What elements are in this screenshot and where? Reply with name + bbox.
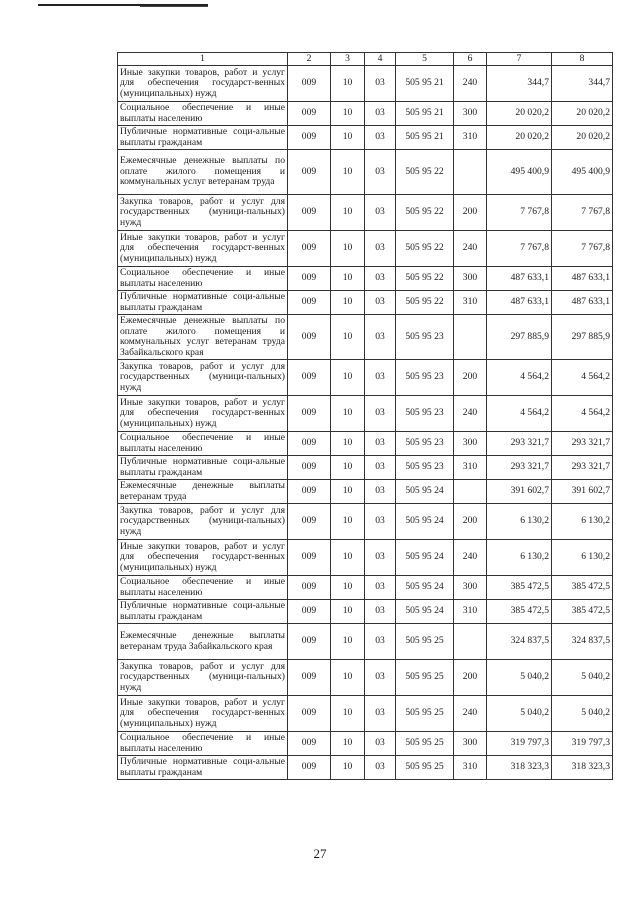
article-code: 505 95 25 bbox=[396, 624, 454, 660]
row-name: Закупка товаров, работ и услуг для государственных (муници-пальных) нужд bbox=[118, 195, 288, 231]
amount-col7: 297 885,9 bbox=[487, 315, 552, 360]
ministry-code: 009 bbox=[288, 432, 331, 456]
ministry-code: 009 bbox=[288, 624, 331, 660]
subsection-code: 03 bbox=[365, 576, 396, 600]
amount-col7: 487 633,1 bbox=[487, 267, 552, 291]
ministry-code: 009 bbox=[288, 291, 331, 315]
table-row bbox=[118, 696, 613, 732]
expense-type-code: 300 bbox=[454, 102, 487, 126]
amount-col8: 318 323,3 bbox=[552, 756, 613, 780]
section-code: 10 bbox=[331, 456, 365, 480]
row-name: Закупка товаров, работ и услуг для государственных (муници-пальных) нужд bbox=[118, 504, 288, 540]
table-row bbox=[118, 315, 613, 360]
amount-col8: 4 564,2 bbox=[552, 360, 613, 396]
expense-type-code: 300 bbox=[454, 432, 487, 456]
table-row bbox=[118, 624, 613, 660]
row-name: Публичные нормативные соци-альные выплаты гражданам bbox=[118, 456, 288, 480]
amount-col8: 293 321,7 bbox=[552, 432, 613, 456]
expense-type-code: 200 bbox=[454, 504, 487, 540]
column-header: 6 bbox=[454, 53, 487, 66]
column-number-row bbox=[118, 53, 613, 66]
table-row bbox=[118, 126, 613, 150]
subsection-code: 03 bbox=[365, 267, 396, 291]
table-row bbox=[118, 660, 613, 696]
section-code: 10 bbox=[331, 150, 365, 195]
ministry-code: 009 bbox=[288, 504, 331, 540]
amount-col7: 6 130,2 bbox=[487, 504, 552, 540]
subsection-code: 03 bbox=[365, 732, 396, 756]
expense-type-code: 200 bbox=[454, 360, 487, 396]
subsection-code: 03 bbox=[365, 66, 396, 102]
table-row bbox=[118, 195, 613, 231]
amount-col7: 391 602,7 bbox=[487, 480, 552, 504]
amount-col7: 20 020,2 bbox=[487, 126, 552, 150]
section-code: 10 bbox=[331, 315, 365, 360]
column-header: 5 bbox=[396, 53, 454, 66]
row-name: Публичные нормативные соци-альные выплаты гражданам bbox=[118, 126, 288, 150]
ministry-code: 009 bbox=[288, 696, 331, 732]
subsection-code: 03 bbox=[365, 432, 396, 456]
row-name: Закупка товаров, работ и услуг для государственных (муници-пальных) нужд bbox=[118, 660, 288, 696]
table-row bbox=[118, 267, 613, 291]
ministry-code: 009 bbox=[288, 576, 331, 600]
amount-col8: 6 130,2 bbox=[552, 540, 613, 576]
amount-col8: 319 797,3 bbox=[552, 732, 613, 756]
section-code: 10 bbox=[331, 267, 365, 291]
table-header bbox=[118, 53, 613, 66]
column-header: 8 bbox=[552, 53, 613, 66]
article-code: 505 95 24 bbox=[396, 540, 454, 576]
amount-col7: 324 837,5 bbox=[487, 624, 552, 660]
article-code: 505 95 24 bbox=[396, 504, 454, 540]
subsection-code: 03 bbox=[365, 624, 396, 660]
amount-col8: 391 602,7 bbox=[552, 480, 613, 504]
section-code: 10 bbox=[331, 231, 365, 267]
row-name: Закупка товаров, работ и услуг для государственных (муници-пальных) нужд bbox=[118, 360, 288, 396]
table-row bbox=[118, 432, 613, 456]
amount-col7: 293 321,7 bbox=[487, 456, 552, 480]
article-code: 505 95 22 bbox=[396, 150, 454, 195]
expense-type-code bbox=[454, 480, 487, 504]
section-code: 10 bbox=[331, 102, 365, 126]
article-code: 505 95 22 bbox=[396, 195, 454, 231]
subsection-code: 03 bbox=[365, 660, 396, 696]
ministry-code: 009 bbox=[288, 66, 331, 102]
expense-type-code: 240 bbox=[454, 396, 487, 432]
expense-type-code: 300 bbox=[454, 576, 487, 600]
row-name: Социальное обеспечение и иные выплаты населению bbox=[118, 102, 288, 126]
ministry-code: 009 bbox=[288, 732, 331, 756]
amount-col7: 318 323,3 bbox=[487, 756, 552, 780]
article-code: 505 95 23 bbox=[396, 456, 454, 480]
article-code: 505 95 22 bbox=[396, 231, 454, 267]
amount-col8: 5 040,2 bbox=[552, 696, 613, 732]
subsection-code: 03 bbox=[365, 291, 396, 315]
column-header: 7 bbox=[487, 53, 552, 66]
amount-col7: 5 040,2 bbox=[487, 660, 552, 696]
subsection-code: 03 bbox=[365, 150, 396, 195]
expense-type-code: 240 bbox=[454, 231, 487, 267]
section-code: 10 bbox=[331, 126, 365, 150]
row-name: Социальное обеспечение и иные выплаты населению bbox=[118, 576, 288, 600]
table-row bbox=[118, 756, 613, 780]
section-code: 10 bbox=[331, 660, 365, 696]
article-code: 505 95 21 bbox=[396, 126, 454, 150]
ministry-code: 009 bbox=[288, 267, 331, 291]
row-name: Публичные нормативные соци-альные выплаты гражданам bbox=[118, 291, 288, 315]
row-name: Ежемесячные денежные выплаты по оплате жилого помещения и коммунальных услуг ветеранам труда Забайкальского края bbox=[118, 315, 288, 360]
section-code: 10 bbox=[331, 756, 365, 780]
article-code: 505 95 23 bbox=[396, 396, 454, 432]
amount-col8: 5 040,2 bbox=[552, 660, 613, 696]
section-code: 10 bbox=[331, 360, 365, 396]
row-name: Социальное обеспечение и иные выплаты населению bbox=[118, 432, 288, 456]
article-code: 505 95 24 bbox=[396, 600, 454, 624]
row-name: Иные закупки товаров, работ и услуг для обеспечения государст-венных (муниципальных) нужд bbox=[118, 540, 288, 576]
amount-col8: 7 767,8 bbox=[552, 231, 613, 267]
amount-col8: 495 400,9 bbox=[552, 150, 613, 195]
table-row bbox=[118, 396, 613, 432]
budget-table bbox=[117, 52, 613, 780]
article-code: 505 95 22 bbox=[396, 291, 454, 315]
subsection-code: 03 bbox=[365, 540, 396, 576]
amount-col7: 5 040,2 bbox=[487, 696, 552, 732]
amount-col8: 324 837,5 bbox=[552, 624, 613, 660]
expense-type-code: 300 bbox=[454, 732, 487, 756]
article-code: 505 95 21 bbox=[396, 66, 454, 102]
table-row bbox=[118, 456, 613, 480]
amount-col8: 4 564,2 bbox=[552, 396, 613, 432]
article-code: 505 95 24 bbox=[396, 480, 454, 504]
ministry-code: 009 bbox=[288, 360, 331, 396]
amount-col7: 7 767,8 bbox=[487, 195, 552, 231]
amount-col7: 4 564,2 bbox=[487, 396, 552, 432]
row-name: Публичные нормативные соци-альные выплаты гражданам bbox=[118, 600, 288, 624]
section-code: 10 bbox=[331, 195, 365, 231]
amount-col7: 385 472,5 bbox=[487, 576, 552, 600]
subsection-code: 03 bbox=[365, 756, 396, 780]
subsection-code: 03 bbox=[365, 360, 396, 396]
table-row bbox=[118, 732, 613, 756]
column-header: 4 bbox=[365, 53, 396, 66]
amount-col8: 487 633,1 bbox=[552, 267, 613, 291]
table-row bbox=[118, 231, 613, 267]
amount-col7: 385 472,5 bbox=[487, 600, 552, 624]
ministry-code: 009 bbox=[288, 660, 331, 696]
ministry-code: 009 bbox=[288, 195, 331, 231]
amount-col7: 4 564,2 bbox=[487, 360, 552, 396]
table-row bbox=[118, 540, 613, 576]
expense-type-code bbox=[454, 150, 487, 195]
table-row bbox=[118, 480, 613, 504]
row-name: Социальное обеспечение и иные выплаты населению bbox=[118, 267, 288, 291]
expense-type-code: 310 bbox=[454, 600, 487, 624]
section-code: 10 bbox=[331, 396, 365, 432]
ministry-code: 009 bbox=[288, 456, 331, 480]
table-row bbox=[118, 66, 613, 102]
section-code: 10 bbox=[331, 624, 365, 660]
table-row bbox=[118, 360, 613, 396]
section-code: 10 bbox=[331, 432, 365, 456]
amount-col8: 297 885,9 bbox=[552, 315, 613, 360]
column-header: 3 bbox=[331, 53, 365, 66]
amount-col7: 487 633,1 bbox=[487, 291, 552, 315]
row-name: Ежемесячные денежные выплаты ветеранам труда Забайкальского края bbox=[118, 624, 288, 660]
table-body bbox=[118, 66, 613, 780]
row-name: Публичные нормативные соци-альные выплаты гражданам bbox=[118, 756, 288, 780]
amount-col8: 344,7 bbox=[552, 66, 613, 102]
ministry-code: 009 bbox=[288, 756, 331, 780]
subsection-code: 03 bbox=[365, 102, 396, 126]
expense-type-code: 240 bbox=[454, 540, 487, 576]
subsection-code: 03 bbox=[365, 600, 396, 624]
ministry-code: 009 bbox=[288, 396, 331, 432]
row-name: Социальное обеспечение и иные выплаты населению bbox=[118, 732, 288, 756]
amount-col8: 385 472,5 bbox=[552, 600, 613, 624]
row-name: Иные закупки товаров, работ и услуг для обеспечения государст-венных (муниципальных) нужд bbox=[118, 66, 288, 102]
expense-type-code: 310 bbox=[454, 756, 487, 780]
row-name: Ежемесячные денежные выплаты ветеранам труда bbox=[118, 480, 288, 504]
article-code: 505 95 24 bbox=[396, 576, 454, 600]
ministry-code: 009 bbox=[288, 231, 331, 267]
expense-type-code bbox=[454, 624, 487, 660]
expense-type-code: 310 bbox=[454, 456, 487, 480]
amount-col8: 6 130,2 bbox=[552, 504, 613, 540]
row-name: Иные закупки товаров, работ и услуг для обеспечения государст-венных (муниципальных) нужд bbox=[118, 696, 288, 732]
subsection-code: 03 bbox=[365, 456, 396, 480]
amount-col8: 20 020,2 bbox=[552, 102, 613, 126]
article-code: 505 95 23 bbox=[396, 315, 454, 360]
expense-type-code: 310 bbox=[454, 126, 487, 150]
amount-col7: 6 130,2 bbox=[487, 540, 552, 576]
amount-col7: 20 020,2 bbox=[487, 102, 552, 126]
ministry-code: 009 bbox=[288, 540, 331, 576]
amount-col8: 293 321,7 bbox=[552, 456, 613, 480]
amount-col8: 385 472,5 bbox=[552, 576, 613, 600]
header-rule-thin bbox=[140, 6, 208, 7]
subsection-code: 03 bbox=[365, 504, 396, 540]
article-code: 505 95 21 bbox=[396, 102, 454, 126]
article-code: 505 95 25 bbox=[396, 696, 454, 732]
row-name: Иные закупки товаров, работ и услуг для обеспечения государст-венных (муниципальных) нужд bbox=[118, 231, 288, 267]
ministry-code: 009 bbox=[288, 600, 331, 624]
section-code: 10 bbox=[331, 696, 365, 732]
column-header: 2 bbox=[288, 53, 331, 66]
amount-col7: 495 400,9 bbox=[487, 150, 552, 195]
article-code: 505 95 25 bbox=[396, 756, 454, 780]
expense-type-code: 200 bbox=[454, 195, 487, 231]
expense-type-code: 300 bbox=[454, 267, 487, 291]
row-name: Иные закупки товаров, работ и услуг для обеспечения государст-венных (муниципальных) нужд bbox=[118, 396, 288, 432]
page-number: 27 bbox=[313, 846, 327, 861]
amount-col7: 7 767,8 bbox=[487, 231, 552, 267]
section-code: 10 bbox=[331, 480, 365, 504]
ministry-code: 009 bbox=[288, 150, 331, 195]
table-row bbox=[118, 504, 613, 540]
ministry-code: 009 bbox=[288, 480, 331, 504]
subsection-code: 03 bbox=[365, 126, 396, 150]
section-code: 10 bbox=[331, 600, 365, 624]
expense-type-code: 240 bbox=[454, 696, 487, 732]
article-code: 505 95 23 bbox=[396, 432, 454, 456]
amount-col7: 319 797,3 bbox=[487, 732, 552, 756]
amount-col8: 7 767,8 bbox=[552, 195, 613, 231]
amount-col7: 293 321,7 bbox=[487, 432, 552, 456]
amount-col7: 344,7 bbox=[487, 66, 552, 102]
subsection-code: 03 bbox=[365, 315, 396, 360]
section-code: 10 bbox=[331, 291, 365, 315]
amount-col8: 20 020,2 bbox=[552, 126, 613, 150]
expense-type-code: 240 bbox=[454, 66, 487, 102]
subsection-code: 03 bbox=[365, 696, 396, 732]
section-code: 10 bbox=[331, 66, 365, 102]
amount-col8: 487 633,1 bbox=[552, 291, 613, 315]
subsection-code: 03 bbox=[365, 396, 396, 432]
ministry-code: 009 bbox=[288, 126, 331, 150]
subsection-code: 03 bbox=[365, 231, 396, 267]
table-row bbox=[118, 291, 613, 315]
expense-type-code bbox=[454, 315, 487, 360]
ministry-code: 009 bbox=[288, 102, 331, 126]
article-code: 505 95 22 bbox=[396, 267, 454, 291]
table-row bbox=[118, 576, 613, 600]
row-name: Ежемесячные денежные выплаты по оплате жилого помещения и коммунальных услуг ветеранам труда bbox=[118, 150, 288, 195]
article-code: 505 95 23 bbox=[396, 360, 454, 396]
table-row bbox=[118, 150, 613, 195]
table-row bbox=[118, 600, 613, 624]
column-header: 1 bbox=[118, 53, 288, 66]
subsection-code: 03 bbox=[365, 480, 396, 504]
article-code: 505 95 25 bbox=[396, 660, 454, 696]
section-code: 10 bbox=[331, 540, 365, 576]
section-code: 10 bbox=[331, 732, 365, 756]
ministry-code: 009 bbox=[288, 315, 331, 360]
table-row bbox=[118, 102, 613, 126]
expense-type-code: 310 bbox=[454, 291, 487, 315]
section-code: 10 bbox=[331, 576, 365, 600]
subsection-code: 03 bbox=[365, 195, 396, 231]
expense-type-code: 200 bbox=[454, 660, 487, 696]
article-code: 505 95 25 bbox=[396, 732, 454, 756]
section-code: 10 bbox=[331, 504, 365, 540]
